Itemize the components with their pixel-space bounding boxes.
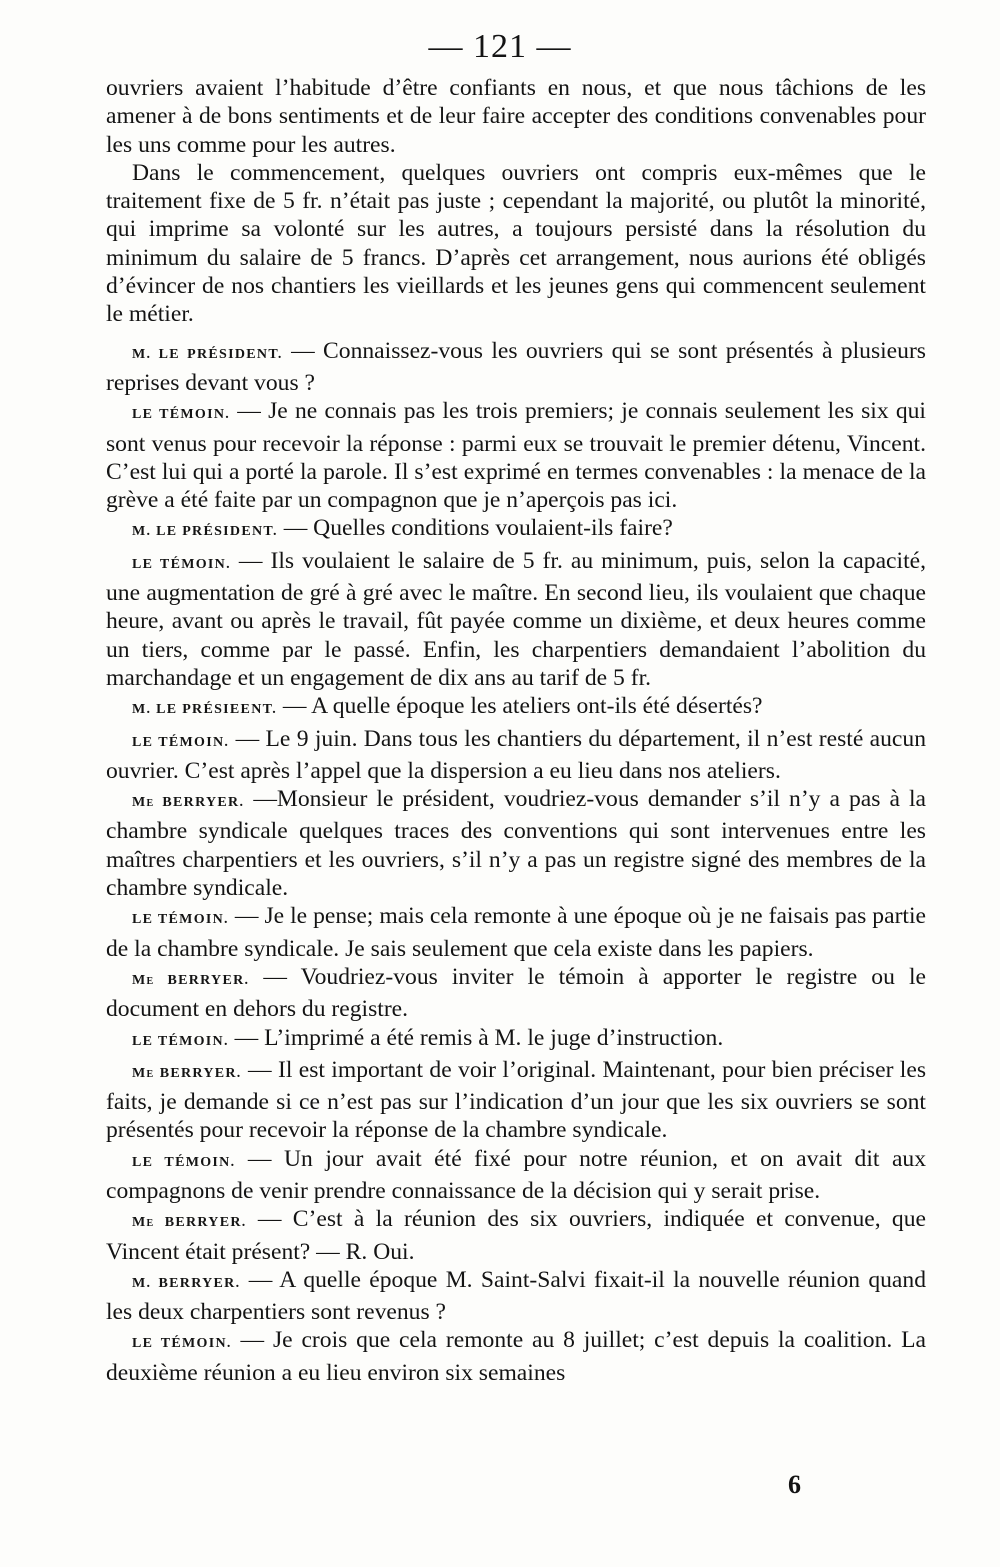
speaker-label: M. BERRYER. — [132, 1275, 241, 1291]
paragraph-text: — Ils voulaient le salaire de 5 fr. au minimum, puis, selon la capacité, une augmentation de gré à gré avec le maître. En second lieu, ils voulaient que chaque heure, avant ou après le travail, fût payée comme un dixième, et deux heures comme un tiers, comme par le passé. Enfin, les charpentiers demandaient l’abolition du marchandage et un engagement de dix ans au tarif de 5 fr. — [106, 547, 927, 691]
body-text — [106, 74, 926, 1387]
speaker-label: Me BERRYER. — [132, 1065, 242, 1081]
paragraph-text: —Monsieur le président, voudriez-vous demander s’il n’y a pas à la chambre syndicale quelques traces des conventions qui sont intervenues entre les maîtres charpentiers et les ouvriers, s’il n’y a pas un registre signé des membres de la chambre syndicale. — [106, 786, 926, 902]
paragraph-text: — C’est à la réunion des six ouvriers, indiquée et convenue, que Vincent était présent? — R. Oui. — [106, 1206, 926, 1265]
paragraph-text: — Un jour avait été fixé pour notre réunion, et on avait dit aux compagnons de venir prendre connaissance de la décision qui y serait prise. — [106, 1145, 927, 1204]
paragraph — [106, 785, 926, 902]
signature-mark: 6 — [788, 1470, 801, 1499]
paragraph — [106, 692, 926, 724]
paragraph-text: — Je crois que cela remonte au 8 juillet; c’est depuis la coalition. La deuxième réunion a eu lieu environ six semaines — [106, 1327, 927, 1386]
speaker-label: LE TÉMOIN. — [132, 1336, 232, 1352]
paragraph-text: — Le 9 juin. Dans tous les chantiers du département, il n’est resté aucun ouvrier. C’est après l’appel que la dispersion a eu lieu dans nos ateliers. — [106, 725, 926, 784]
paragraph — [106, 1266, 926, 1327]
paragraph-text: Dans le commencement, quelques ouvriers ont compris eux-mêmes que le traitement fixe de 5 fr. n’était pas juste ; cependant la majorité, ou plutôt la minorité, qui imprime sa volonté sur les autres, a toujours persisté dans la résolution du minimum du salaire de 5 francs. D’après cet arrangement, nous aurions été obligés d’évincer de nos chantiers les vieillards et les jeunes gens qui commencent seulement le métier. — [106, 159, 926, 328]
paragraph — [106, 159, 926, 329]
speaker-label: LE TÉMOIN. — [132, 1154, 236, 1170]
paragraph-text: — Il est important de voir l’original. Maintenant, pour bien préciser les faits, je demande si ce n’est pas sur l’indication d’un jour que les six ouvriers se sont présentés pour recevoir la réponse de la chambre syndicale. — [106, 1056, 926, 1144]
paragraph — [106, 902, 926, 963]
paragraph — [106, 1145, 926, 1206]
paragraph — [106, 963, 926, 1024]
paragraph-text: — Quelles conditions voulaient-ils faire? — [283, 515, 673, 542]
paragraph-text: — Je ne connais pas les trois premiers; je connais seulement les six qui sont venus pour recevoir la réponse : parmi eux se trouvait le premier détenu, Vincent. C’est lui qui a porté la parole. Il s’est exprimé en termes convenables : la menace de la grève a été faite par un compagnon que je n’aperçois pas ici. — [106, 398, 926, 514]
speaker-label: LE TÉMOIN. — [132, 912, 229, 928]
paragraph — [106, 547, 926, 692]
paragraph-text: — A quelle époque M. Saint-Salvi fixait-il la nouvelle réunion quand les deux charpentiers sont revenus ? — [106, 1266, 926, 1326]
paragraph-text: — L’imprimé a été remis à M. le juge d’instruction. — [234, 1024, 724, 1051]
speaker-label: M. LE PRÉSIEENT. — [132, 702, 278, 718]
speaker-label: Me BERRYER. — [132, 972, 250, 988]
speaker-label: M. LE PRÉSIDENT. — [132, 524, 278, 540]
paragraph-text: — A quelle époque les ateliers ont-ils été désertés? — [282, 693, 763, 720]
paragraph — [106, 1056, 926, 1145]
paragraph-text: — Voudriez-vous inviter le témoin à apporter le registre ou le document en dehors du registre. — [106, 963, 926, 1023]
paragraph-text: ouvriers avaient l’habitude d’être confiants en nous, et que nous tâchions de les amener à de bons sentiments et de leur faire accepter des conditions convenables pour les uns comme pour les autres. — [106, 75, 926, 158]
speaker-label: M. LE PRÉSIDENT. — [132, 346, 283, 362]
speaker-label: Me BERRYER. — [132, 1215, 247, 1231]
speaker-label: Me BERRYER. — [132, 795, 245, 811]
paragraph-text: — Connaissez-vous les ouvriers qui se sont présentés à plusieurs reprises devant vous ? — [106, 337, 926, 396]
speaker-label: LE TÉMOIN. — [132, 407, 231, 423]
paragraph — [106, 397, 926, 514]
paragraph — [106, 514, 926, 546]
paragraph-text: — Je le pense; mais cela remonte à une époque où je ne faisais pas partie de la chambre syndicale. Je sais seulement que cela existe dans les papiers. — [106, 903, 927, 962]
speaker-label: LE TÉMOIN. — [132, 734, 230, 750]
paragraph — [106, 725, 926, 786]
speaker-label: LE TÉMOIN. — [132, 556, 231, 572]
paragraph — [106, 74, 926, 159]
paragraph — [106, 1205, 926, 1266]
paragraph — [106, 1326, 926, 1387]
speaker-label: LE TÉMOIN. — [132, 1033, 229, 1049]
paragraph — [106, 1024, 926, 1056]
page-number: — 121 — — [428, 28, 572, 65]
paragraph — [106, 337, 926, 398]
